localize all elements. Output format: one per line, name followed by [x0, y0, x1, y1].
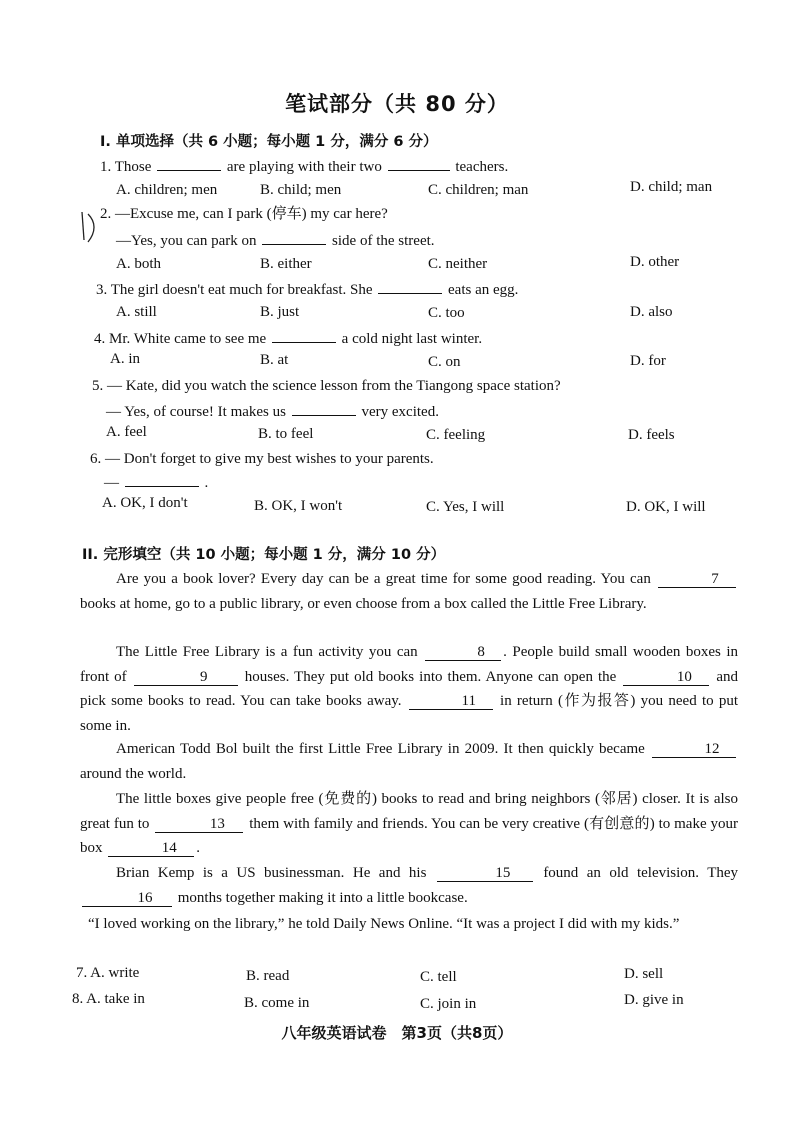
p2-text-d: and pick some books to read. You can take books away.	[80, 668, 739, 709]
q6-option-a: A. OK, I don't	[102, 495, 188, 511]
p5-text-c: months together making it into a little bookcase.	[177, 889, 468, 906]
blank-14: 14	[108, 840, 194, 857]
pen-mark	[76, 208, 100, 246]
question-6-line2	[104, 472, 208, 492]
q6-option-b: B. OK, I won't	[254, 498, 343, 514]
page-title: 笔试部分（共 80 分）	[285, 92, 509, 116]
q4-option-c: C. on	[428, 354, 461, 370]
p2-text-c: houses. They put old books into them. Anyone can open the	[244, 668, 617, 685]
cloze-paragraph-6: “I loved working on the library,” he told Daily News Online. “It was a project I did with my kids.”	[88, 916, 680, 932]
q8-option-d: D. give in	[624, 992, 684, 1008]
blank-13: 13	[155, 816, 243, 833]
q1-option-c: C. children; man	[428, 182, 529, 198]
q4-text-a: 4. Mr. White came to see me	[94, 331, 267, 347]
q5-option-c: C. feeling	[426, 427, 486, 443]
q6-blank	[125, 472, 199, 487]
blank-11: 11	[409, 693, 493, 710]
blank-7: 7	[658, 571, 736, 588]
q3-option-c: C. too	[428, 305, 465, 321]
q4-option-b: B. at	[260, 352, 289, 368]
blank-9: 9	[134, 669, 238, 686]
q7-option-d: D. sell	[624, 966, 664, 982]
q2-text-a: —Yes, you can park on	[116, 233, 257, 249]
q4-blank	[272, 328, 336, 343]
q1-option-d: D. child; man	[630, 179, 713, 195]
q5-option-a: A. feel	[106, 424, 147, 440]
q3-option-b: B. just	[260, 304, 300, 320]
q4-text-b: a cold night last winter.	[341, 331, 483, 347]
p4-text-a: The little boxes give people free (免费的) books to read and bring neighbors (邻居) closer. It is also great fun to	[80, 791, 738, 832]
p2-text-a: The Little Free Library is a fun activity you can	[116, 644, 418, 660]
q6-option-d: D. OK, I will	[626, 499, 706, 515]
q5-option-d: D. feels	[628, 427, 675, 443]
p5-text-a: Brian Kemp is a US businessman. He and his	[116, 865, 427, 881]
q6-option-c: C. Yes, I will	[426, 499, 505, 515]
p4-text-c: .	[196, 840, 200, 856]
q5-text-a: — Yes, of course! It makes us	[106, 404, 286, 420]
p1-text-a: Are you a book lover? Every day can be a great time for some good reading. You can	[116, 571, 651, 587]
q2-text-b: side of the street.	[332, 233, 435, 249]
q3-option-a: A. still	[116, 304, 157, 320]
q6-text-b: .	[204, 475, 209, 491]
q2-option-c: C. neither	[428, 256, 488, 272]
q2-blank	[262, 230, 326, 245]
q4-option-d: D. for	[630, 353, 666, 369]
cloze-paragraph-1	[80, 567, 738, 616]
q2-option-a: A. both	[116, 256, 161, 272]
q7-option-b: B. read	[246, 968, 290, 984]
question-3	[96, 279, 518, 299]
section-1-heading: I. 单项选择（共 6 小题；每小题 1 分，满分 6 分）	[100, 134, 438, 150]
q4-option-a: A. in	[110, 351, 140, 367]
q8-option-c: C. join in	[420, 996, 477, 1012]
question-2-line1: 2. —Excuse me, can I park (停车) my car here?	[100, 206, 388, 222]
cloze-paragraph-2	[80, 640, 738, 738]
p3-text-a: American Todd Bol built the first Little Free Library in 2009. It then quickly became	[116, 741, 645, 757]
q5-blank	[292, 401, 356, 416]
cloze-paragraph-3	[80, 737, 738, 786]
q6-text-a: —	[104, 475, 119, 491]
cloze-paragraph-4	[80, 787, 738, 861]
q3-text-a: 3. The girl doesn't eat much for breakfast. She	[96, 282, 373, 298]
q1-option-b: B. child; men	[260, 182, 342, 198]
q1-option-a: A. children; men	[116, 182, 218, 198]
p4-text-b: them with family and friends. You can be very creative (有创意的) to make your box	[80, 815, 739, 856]
question-6-line1: 6. — Don't forget to give my best wishes to your parents.	[90, 451, 434, 467]
q5-option-b: B. to feel	[258, 426, 314, 442]
q3-blank	[378, 279, 442, 294]
q2-option-b: B. either	[260, 256, 312, 272]
q1-text-b: are playing with their two	[226, 159, 382, 175]
question-1	[100, 156, 508, 176]
q7-option-c: C. tell	[420, 969, 457, 985]
blank-10: 10	[623, 669, 709, 686]
q2-option-d: D. other	[630, 254, 680, 270]
p2-text-b: . People build small wooden boxes in front of	[80, 644, 739, 685]
p5-text-b: found an old television. They	[543, 865, 739, 881]
page-footer: 八年级英语试卷 第3页（共8页）	[281, 1024, 513, 1042]
question-5-line1: 5. — Kate, did you watch the science lesson from the Tiangong space station?	[92, 378, 561, 394]
q8-option-b: B. come in	[244, 995, 310, 1011]
q3-option-d: D. also	[630, 304, 673, 320]
q7-option-a: 7. A. write	[76, 965, 140, 981]
q5-text-b: very excited.	[361, 404, 439, 420]
q8-option-a: 8. A. take in	[72, 991, 145, 1007]
q1-text-c: teachers.	[455, 159, 509, 175]
blank-8: 8	[425, 644, 501, 661]
p3-text-b: around the world.	[80, 765, 187, 782]
blank-12: 12	[652, 741, 736, 758]
q1-text-a: 1. Those	[100, 159, 152, 175]
question-4	[94, 328, 482, 348]
p2-text-e: in return (作为报答) you need to put some in.	[80, 693, 739, 734]
blank-15: 15	[437, 865, 533, 882]
q1-blank-2	[388, 156, 450, 171]
question-2-line2	[116, 230, 435, 250]
q3-text-b: eats an egg.	[448, 282, 519, 298]
cloze-paragraph-5	[80, 861, 738, 910]
section-2-heading: II. 完形填空（共 10 小题；每小题 1 分，满分 10 分）	[82, 547, 446, 563]
q1-blank-1	[157, 156, 221, 171]
question-5-line2	[106, 401, 439, 421]
blank-16: 16	[82, 890, 172, 907]
p1-text-b: books at home, go to a public library, or even choose from a box called the Little Free Library.	[80, 595, 647, 612]
